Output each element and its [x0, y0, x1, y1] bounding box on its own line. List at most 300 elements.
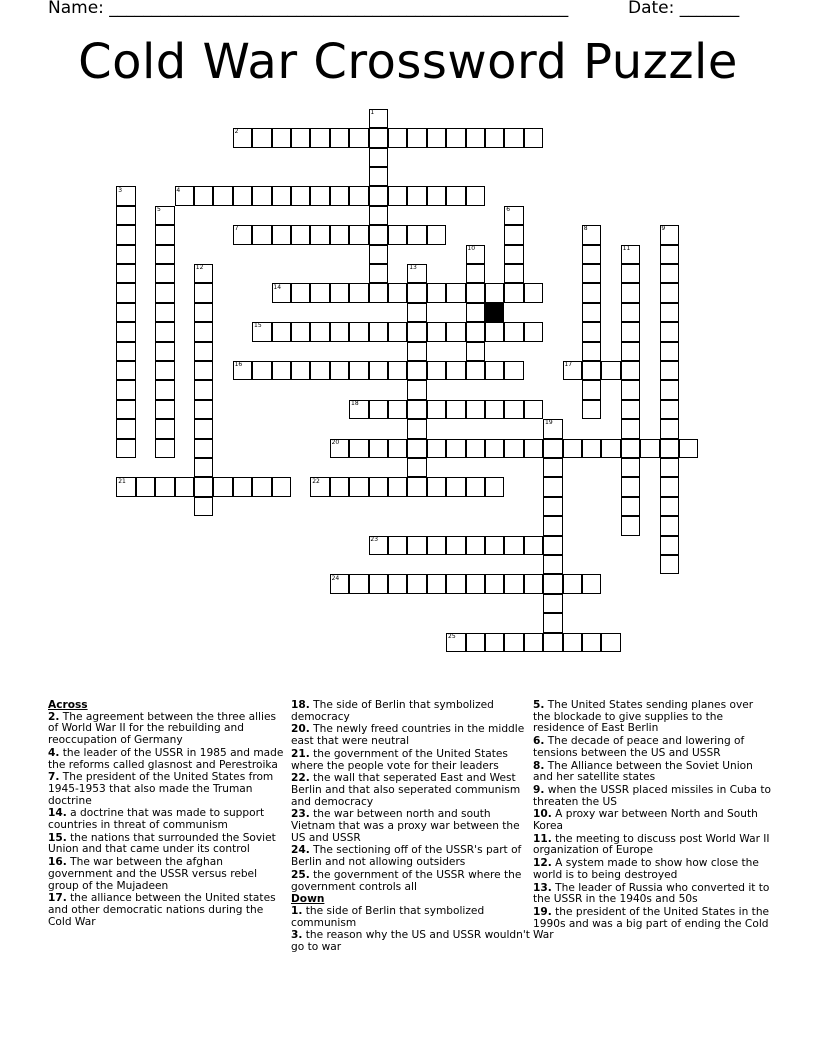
- grid-cell[interactable]: [116, 245, 135, 264]
- grid-cell[interactable]: [155, 245, 174, 264]
- clues-column-3: [533, 700, 773, 943]
- clue-number-label: 21: [118, 477, 126, 485]
- grid-cell[interactable]: [446, 128, 465, 147]
- grid-cell[interactable]: [485, 536, 504, 555]
- grid-cell[interactable]: [504, 633, 523, 652]
- grid-cell[interactable]: [446, 322, 465, 341]
- grid-cell[interactable]: [252, 361, 271, 380]
- clue-across-22: 22. the wall that seperated East and West Berlin and that also seperated communism and democracy: [291, 772, 521, 808]
- grid-cell[interactable]: [388, 477, 407, 496]
- grid-cell[interactable]: [407, 419, 426, 438]
- grid-cell[interactable]: [194, 303, 213, 322]
- clue-across-4: 4. the leader of the USSR in 1985 and made the reforms called glasnost and Perestroika: [48, 746, 284, 771]
- grid-cell[interactable]: [310, 283, 329, 302]
- grid-cell[interactable]: [601, 439, 620, 458]
- grid-cell[interactable]: [621, 322, 640, 341]
- clue-down-19: 19. the president of the United States in the 1990s and was a big part of ending the Cold War: [533, 905, 770, 942]
- grid-cell[interactable]: [582, 342, 601, 361]
- grid-cell[interactable]: [116, 342, 135, 361]
- grid-cell[interactable]: [369, 361, 388, 380]
- grid-cell[interactable]: [504, 400, 523, 419]
- grid-cell[interactable]: [446, 400, 465, 419]
- grid-cell[interactable]: [621, 419, 640, 438]
- grid-cell[interactable]: [369, 574, 388, 593]
- grid-cell[interactable]: [524, 633, 543, 652]
- grid-cell[interactable]: [116, 419, 135, 438]
- grid-cell[interactable]: [116, 206, 135, 225]
- grid-cell[interactable]: [155, 361, 174, 380]
- clue-across-15: 15. the nations that surrounded the Soviet Union and that came under its control: [48, 831, 276, 856]
- clue-across-7: 7. The president of the United States from 1945-1953 that also made the Truman doctrine: [48, 771, 274, 807]
- grid-cell[interactable]: [407, 342, 426, 361]
- grid-cell[interactable]: [116, 380, 135, 399]
- grid-cell[interactable]: [194, 458, 213, 477]
- clue-number-label: 16: [234, 361, 243, 369]
- grid-cell[interactable]: [310, 225, 329, 244]
- grid-cell[interactable]: [427, 477, 446, 496]
- clue-number-label: 17: [564, 361, 573, 369]
- grid-cell[interactable]: [485, 439, 504, 458]
- grid-cell[interactable]: [369, 206, 388, 225]
- clue-number-label: 23: [370, 535, 379, 543]
- grid-cell[interactable]: [349, 477, 368, 496]
- grid-cell[interactable]: [349, 186, 368, 205]
- grid-cell[interactable]: [582, 574, 601, 593]
- grid-cell[interactable]: [155, 380, 174, 399]
- grid-cell[interactable]: [369, 439, 388, 458]
- grid-cell[interactable]: [660, 283, 679, 302]
- clue-down-8: 8. The Alliance between the Soviet Union and her satellite states: [533, 759, 753, 784]
- grid-cell[interactable]: [582, 245, 601, 264]
- clue-number-label: 25: [448, 632, 456, 640]
- grid-cell[interactable]: [369, 128, 388, 147]
- grid-cell[interactable]: [485, 477, 504, 496]
- grid-cell[interactable]: [563, 439, 582, 458]
- grid-cell[interactable]: [427, 439, 446, 458]
- grid-cell[interactable]: [427, 283, 446, 302]
- clue-down-9: 9. when the USSR placed missiles in Cuba to threaten the US: [533, 783, 771, 808]
- grid-cell[interactable]: [504, 322, 523, 341]
- grid-cell[interactable]: [466, 283, 485, 302]
- grid-cell[interactable]: [369, 264, 388, 283]
- grid-cell[interactable]: [369, 477, 388, 496]
- grid-cell[interactable]: [466, 361, 485, 380]
- grid-cell[interactable]: [582, 361, 601, 380]
- grid-cell[interactable]: [621, 516, 640, 535]
- grid-cell[interactable]: [621, 458, 640, 477]
- grid-cell[interactable]: [272, 322, 291, 341]
- grid-cell[interactable]: [407, 439, 426, 458]
- grid-cell[interactable]: [504, 439, 523, 458]
- clue-number-label: 7: [234, 225, 239, 233]
- grid-cell[interactable]: [660, 419, 679, 438]
- clues-column-1: [48, 700, 288, 929]
- grid-cell[interactable]: [388, 536, 407, 555]
- grid-cell[interactable]: [485, 633, 504, 652]
- grid-cell[interactable]: [349, 322, 368, 341]
- clue-across-25: 25. the government of the USSR where the government controls all: [291, 868, 522, 893]
- grid-cell[interactable]: [466, 322, 485, 341]
- grid-cell[interactable]: [116, 303, 135, 322]
- grid-cell[interactable]: [155, 322, 174, 341]
- grid-cell[interactable]: [446, 536, 465, 555]
- grid-cell[interactable]: [272, 361, 291, 380]
- grid-cell[interactable]: [466, 536, 485, 555]
- grid-cell[interactable]: [233, 186, 252, 205]
- grid-cell[interactable]: [543, 633, 562, 652]
- grid-cell[interactable]: [524, 400, 543, 419]
- grid-cell[interactable]: [543, 458, 562, 477]
- grid-cell[interactable]: [330, 322, 349, 341]
- grid-cell[interactable]: [116, 322, 135, 341]
- clue-number-label: 24: [331, 574, 340, 582]
- down-heading: Down: [291, 893, 325, 906]
- grid-cell[interactable]: [155, 342, 174, 361]
- grid-cell[interactable]: [369, 283, 388, 302]
- grid-cell[interactable]: [504, 283, 523, 302]
- grid-cell[interactable]: [213, 186, 232, 205]
- grid-cell[interactable]: [446, 439, 465, 458]
- clue-number-label: 6: [506, 206, 511, 213]
- grid-cell[interactable]: [369, 400, 388, 419]
- grid-cell[interactable]: [524, 536, 543, 555]
- grid-cell[interactable]: [194, 497, 213, 516]
- grid-cell[interactable]: [466, 400, 485, 419]
- grid-cell[interactable]: [407, 380, 426, 399]
- grid-cell[interactable]: [291, 225, 310, 244]
- grid-cell[interactable]: [349, 225, 368, 244]
- grid-block: [485, 303, 504, 322]
- grid-cell[interactable]: [388, 574, 407, 593]
- grid-cell[interactable]: [291, 128, 310, 147]
- grid-cell[interactable]: [407, 225, 426, 244]
- grid-cell[interactable]: [272, 128, 291, 147]
- grid-cell[interactable]: [291, 322, 310, 341]
- grid-cell[interactable]: [504, 245, 523, 264]
- grid-cell[interactable]: [543, 516, 562, 535]
- clue-across-18: 18. The side of Berlin that symbolized democracy: [291, 699, 494, 723]
- grid-cell[interactable]: [485, 400, 504, 419]
- clue-number-label: 12: [195, 264, 204, 272]
- grid-cell[interactable]: [563, 633, 582, 652]
- grid-cell[interactable]: [252, 128, 271, 147]
- grid-cell[interactable]: [349, 439, 368, 458]
- grid-cell[interactable]: [175, 477, 194, 496]
- grid-cell[interactable]: [155, 264, 174, 283]
- grid-cell[interactable]: [504, 361, 523, 380]
- grid-cell[interactable]: [194, 342, 213, 361]
- clue-number-label: 3: [118, 186, 123, 194]
- grid-cell[interactable]: [543, 594, 562, 613]
- grid-cell[interactable]: [621, 497, 640, 516]
- grid-cell[interactable]: [660, 245, 679, 264]
- grid-cell[interactable]: [407, 458, 426, 477]
- grid-cell[interactable]: [524, 439, 543, 458]
- grid-cell[interactable]: [582, 400, 601, 419]
- grid-cell[interactable]: [660, 439, 679, 458]
- grid-cell[interactable]: [543, 574, 562, 593]
- grid-cell[interactable]: [466, 574, 485, 593]
- grid-cell[interactable]: [330, 225, 349, 244]
- grid-cell[interactable]: [485, 361, 504, 380]
- grid-cell[interactable]: [233, 477, 252, 496]
- grid-cell[interactable]: [388, 400, 407, 419]
- grid-cell[interactable]: [582, 380, 601, 399]
- grid-cell[interactable]: [660, 322, 679, 341]
- grid-cell[interactable]: [369, 167, 388, 186]
- grid-cell[interactable]: [427, 225, 446, 244]
- clue-number-label: 8: [583, 225, 588, 233]
- grid-cell[interactable]: [272, 225, 291, 244]
- grid-cell[interactable]: [194, 477, 213, 496]
- grid-cell[interactable]: [194, 186, 213, 205]
- grid-cell[interactable]: [543, 477, 562, 496]
- clue-down-3: 3. the reason why the US and USSR wouldn't go to war: [291, 929, 530, 954]
- grid-cell[interactable]: [446, 574, 465, 593]
- grid-cell[interactable]: [660, 536, 679, 555]
- grid-cell[interactable]: [543, 613, 562, 632]
- grid-cell[interactable]: [427, 322, 446, 341]
- grid-cell[interactable]: [330, 361, 349, 380]
- grid-cell[interactable]: [116, 264, 135, 283]
- grid-cell[interactable]: [407, 283, 426, 302]
- grid-cell[interactable]: [388, 128, 407, 147]
- clue-number-label: 15: [254, 322, 262, 330]
- date-field[interactable]: Date: _______: [628, 0, 740, 18]
- grid-cell[interactable]: [524, 283, 543, 302]
- grid-cell[interactable]: [291, 186, 310, 205]
- across-heading: Across: [48, 699, 88, 711]
- grid-cell[interactable]: [155, 419, 174, 438]
- grid-cell[interactable]: [369, 148, 388, 167]
- grid-cell[interactable]: [621, 380, 640, 399]
- grid-cell[interactable]: [252, 186, 271, 205]
- grid-cell[interactable]: [466, 342, 485, 361]
- grid-cell[interactable]: [291, 361, 310, 380]
- grid-cell[interactable]: [446, 361, 465, 380]
- grid-cell[interactable]: [407, 128, 426, 147]
- grid-cell[interactable]: [194, 439, 213, 458]
- grid-cell[interactable]: [388, 361, 407, 380]
- grid-cell[interactable]: [155, 225, 174, 244]
- grid-cell[interactable]: [466, 633, 485, 652]
- grid-cell[interactable]: [466, 186, 485, 205]
- grid-cell[interactable]: [640, 439, 659, 458]
- grid-cell[interactable]: [660, 516, 679, 535]
- grid-cell[interactable]: [446, 283, 465, 302]
- clue-number-label: 11: [622, 244, 631, 252]
- grid-cell[interactable]: [155, 477, 174, 496]
- grid-cell[interactable]: [621, 283, 640, 302]
- grid-cell[interactable]: [407, 536, 426, 555]
- grid-cell[interactable]: [582, 303, 601, 322]
- grid-cell[interactable]: [369, 322, 388, 341]
- grid-cell[interactable]: [136, 477, 155, 496]
- grid-cell[interactable]: [621, 303, 640, 322]
- grid-cell[interactable]: [330, 186, 349, 205]
- grid-cell[interactable]: [485, 322, 504, 341]
- grid-cell[interactable]: [621, 361, 640, 380]
- grid-cell[interactable]: [543, 497, 562, 516]
- clue-across-24: 24. The sectioning off of the USSR's part of Berlin and not allowing outsiders: [291, 844, 522, 869]
- grid-cell[interactable]: [504, 225, 523, 244]
- clue-down-13: 13. The leader of Russia who converted it to the USSR in the 1940s and 50s: [533, 881, 770, 906]
- grid-cell[interactable]: [407, 361, 426, 380]
- grid-cell[interactable]: [427, 186, 446, 205]
- grid-cell[interactable]: [504, 128, 523, 147]
- grid-cell[interactable]: [543, 536, 562, 555]
- grid-cell[interactable]: [369, 245, 388, 264]
- grid-cell[interactable]: [194, 380, 213, 399]
- grid-cell[interactable]: [407, 477, 426, 496]
- grid-cell[interactable]: [116, 439, 135, 458]
- grid-cell[interactable]: [504, 536, 523, 555]
- grid-cell[interactable]: [660, 555, 679, 574]
- grid-cell[interactable]: [601, 361, 620, 380]
- grid-cell[interactable]: [485, 574, 504, 593]
- grid-cell[interactable]: [330, 283, 349, 302]
- name-field[interactable]: Name: ______________________________________________________: [48, 0, 569, 18]
- grid-cell[interactable]: [330, 477, 349, 496]
- grid-cell[interactable]: [213, 477, 232, 496]
- grid-cell[interactable]: [660, 361, 679, 380]
- grid-cell[interactable]: [252, 225, 271, 244]
- grid-cell[interactable]: [466, 439, 485, 458]
- grid-cell[interactable]: [407, 322, 426, 341]
- clue-number-label: 2: [234, 128, 239, 136]
- grid-cell[interactable]: [155, 400, 174, 419]
- grid-cell[interactable]: [660, 264, 679, 283]
- grid-cell[interactable]: [155, 303, 174, 322]
- grid-cell[interactable]: [524, 128, 543, 147]
- clue-number-label: 14: [273, 283, 282, 291]
- grid-cell[interactable]: [349, 574, 368, 593]
- grid-cell[interactable]: [369, 225, 388, 244]
- grid-cell[interactable]: [310, 128, 329, 147]
- clues-column-2: [291, 700, 531, 955]
- grid-cell[interactable]: [660, 497, 679, 516]
- grid-cell[interactable]: [524, 574, 543, 593]
- grid-cell[interactable]: [485, 283, 504, 302]
- grid-cell[interactable]: [407, 574, 426, 593]
- grid-cell[interactable]: [582, 264, 601, 283]
- grid-cell[interactable]: [330, 128, 349, 147]
- clue-down-12: 12. A system made to show how close the world is to being destroyed: [533, 857, 759, 881]
- grid-cell[interactable]: [601, 633, 620, 652]
- grid-cell[interactable]: [272, 186, 291, 205]
- grid-cell[interactable]: [427, 574, 446, 593]
- grid-cell[interactable]: [660, 477, 679, 496]
- grid-cell[interactable]: [407, 186, 426, 205]
- clue-across-21: 21. the government of the United States where the people vote for their leaders: [291, 747, 508, 772]
- grid-cell[interactable]: [621, 342, 640, 361]
- grid-cell[interactable]: [427, 128, 446, 147]
- grid-cell[interactable]: [310, 361, 329, 380]
- grid-cell[interactable]: [660, 303, 679, 322]
- clue-number-label: 19: [545, 419, 553, 427]
- grid-cell[interactable]: [349, 128, 368, 147]
- grid-cell[interactable]: [388, 225, 407, 244]
- grid-cell[interactable]: [116, 283, 135, 302]
- grid-cell[interactable]: [252, 477, 271, 496]
- grid-cell[interactable]: [504, 574, 523, 593]
- grid-cell[interactable]: [582, 439, 601, 458]
- grid-cell[interactable]: [446, 477, 465, 496]
- grid-cell[interactable]: [194, 283, 213, 302]
- grid-cell[interactable]: [388, 283, 407, 302]
- grid-cell[interactable]: [524, 322, 543, 341]
- clue-number-label: 10: [467, 244, 476, 252]
- clue-down-6: 6. The decade of peace and lowering of tensions between the US and USSR: [533, 735, 745, 759]
- grid-cell[interactable]: [155, 283, 174, 302]
- grid-cell[interactable]: [660, 342, 679, 361]
- clue-number-label: 5: [157, 206, 161, 213]
- grid-cell[interactable]: [504, 264, 523, 283]
- grid-cell[interactable]: [116, 400, 135, 419]
- grid-cell[interactable]: [543, 439, 562, 458]
- grid-cell[interactable]: [621, 477, 640, 496]
- grid-cell[interactable]: [660, 380, 679, 399]
- grid-cell[interactable]: [194, 400, 213, 419]
- grid-cell[interactable]: [466, 303, 485, 322]
- grid-cell[interactable]: [543, 555, 562, 574]
- clue-number-label: 4: [176, 186, 181, 194]
- grid-cell[interactable]: [310, 186, 329, 205]
- grid-cell[interactable]: [427, 361, 446, 380]
- grid-cell[interactable]: [388, 439, 407, 458]
- grid-cell[interactable]: [116, 225, 135, 244]
- clue-number-label: 1: [370, 109, 375, 116]
- grid-cell[interactable]: [446, 186, 465, 205]
- grid-cell[interactable]: [621, 400, 640, 419]
- grid-cell[interactable]: [466, 128, 485, 147]
- grid-cell[interactable]: [369, 186, 388, 205]
- grid-cell[interactable]: [349, 361, 368, 380]
- clue-down-1: 1. the side of Berlin that symbolized communism: [291, 904, 485, 929]
- grid-cell[interactable]: [621, 264, 640, 283]
- grid-cell[interactable]: [407, 400, 426, 419]
- grid-cell[interactable]: [466, 264, 485, 283]
- grid-cell[interactable]: [407, 303, 426, 322]
- grid-cell[interactable]: [194, 322, 213, 341]
- grid-cell[interactable]: [427, 536, 446, 555]
- grid-cell[interactable]: [116, 361, 135, 380]
- grid-cell[interactable]: [621, 439, 640, 458]
- clue-number-label: 22: [312, 477, 320, 485]
- clue-number-label: 9: [661, 225, 666, 233]
- grid-cell[interactable]: [679, 439, 698, 458]
- grid-cell[interactable]: [485, 128, 504, 147]
- grid-cell[interactable]: [660, 458, 679, 477]
- grid-cell[interactable]: [427, 400, 446, 419]
- clue-across-17: 17. the alliance between the United states and other democratic nations during the Cold War: [48, 892, 276, 928]
- grid-cell[interactable]: [660, 400, 679, 419]
- grid-cell[interactable]: [194, 419, 213, 438]
- grid-cell[interactable]: [291, 283, 310, 302]
- grid-cell[interactable]: [466, 477, 485, 496]
- grid-cell[interactable]: [310, 322, 329, 341]
- grid-cell[interactable]: [563, 574, 582, 593]
- grid-cell[interactable]: [582, 322, 601, 341]
- grid-cell[interactable]: [155, 439, 174, 458]
- grid-cell[interactable]: [388, 322, 407, 341]
- grid-cell[interactable]: [582, 283, 601, 302]
- grid-cell[interactable]: [388, 186, 407, 205]
- grid-cell[interactable]: [582, 633, 601, 652]
- grid-cell[interactable]: [272, 477, 291, 496]
- grid-cell[interactable]: [349, 283, 368, 302]
- grid-cell[interactable]: [194, 361, 213, 380]
